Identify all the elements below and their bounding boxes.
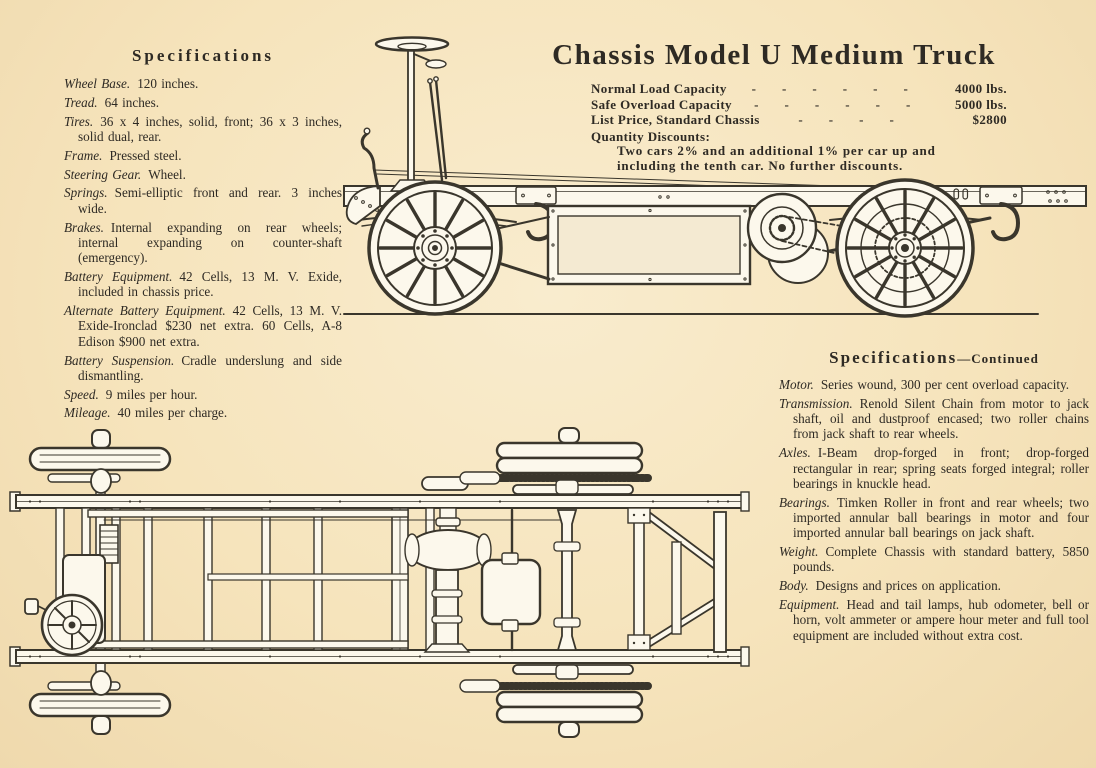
reservoir-tank <box>482 553 540 631</box>
spec-desc: 42 Cells, 13 M. V. Exide, included in chassis price. <box>78 268 342 300</box>
battery-box <box>548 206 750 284</box>
spec-desc: 42 Cells, 13 M. V. Exide-Ironclad $230 net extra. 60 Cells, A-8 Edison $900 net extra. <box>78 303 342 349</box>
price-line <box>591 81 1007 97</box>
price-label: Safe Overload Capacity <box>591 96 732 112</box>
heading-suffix: —Continued <box>957 351 1039 366</box>
specifications-continued-column <box>779 348 1089 647</box>
spec-item <box>64 220 342 266</box>
spec-term: Frame. <box>64 147 103 163</box>
spec-item <box>779 495 1089 541</box>
price-value: 5000 lbs. <box>954 96 1007 112</box>
spec-desc: Series wound, 300 per cent overload capacity. <box>820 377 1070 392</box>
spec-term: Brakes. <box>64 219 104 235</box>
page-title: Chassis Model U Medium Truck <box>552 39 996 71</box>
spec-item <box>64 76 342 91</box>
top-view-chassis-drawing <box>8 422 763 752</box>
spec-term: Weight. <box>779 544 819 560</box>
spec-item <box>64 185 342 216</box>
spec-desc: 120 inches. <box>137 76 199 91</box>
specifications-column <box>64 46 342 424</box>
spec-desc: Timken Roller in front and rear wheels; two imported annular ball bearings in motor and four imported annular ball bearings on jack shaft. <box>793 494 1089 541</box>
spec-item <box>64 167 342 182</box>
spec-desc: Semi-elliptic front and rear. 3 inches wide. <box>78 185 342 216</box>
spec-term: Equipment. <box>779 597 840 613</box>
rear-dual-wheel-plan-top <box>497 428 642 473</box>
spec-term: Mileage. <box>64 405 111 421</box>
price-value: 4000 lbs. <box>954 81 1007 97</box>
spec-item <box>779 445 1089 491</box>
price-dashes: - - - - - - <box>754 96 911 112</box>
rear-spring-hanger <box>980 187 1022 239</box>
price-value: $2800 <box>972 112 1007 128</box>
spec-term: Speed. <box>64 386 99 402</box>
spec-item <box>64 387 342 402</box>
specifications-heading: Specifications <box>131 46 275 65</box>
spec-desc: Complete Chassis with standard battery, 5850 pounds. <box>793 544 1089 575</box>
spec-term: Bearings. <box>779 494 830 510</box>
spec-desc: 9 miles per hour. <box>105 386 198 402</box>
spec-item <box>64 303 342 349</box>
spec-item <box>779 544 1089 575</box>
spec-item <box>779 396 1089 442</box>
specifications-continued-list <box>779 377 1089 643</box>
price-lines <box>591 81 1007 128</box>
discount-line: including the tenth car. No further discounts. <box>617 157 903 173</box>
spec-term: Transmission. <box>779 395 853 411</box>
discounts-label: Quantity Discounts: <box>591 128 711 144</box>
spec-term: Steering Gear. <box>64 166 142 182</box>
specifications-list <box>64 76 342 421</box>
front-wheel-plan-top <box>30 430 170 493</box>
spec-term: Alternate Battery Equipment. <box>64 303 226 319</box>
heading-main: Specifications <box>829 348 958 367</box>
steering-column <box>362 50 446 191</box>
spec-desc: 40 miles per charge. <box>117 405 228 421</box>
spec-desc: 36 x 4 inches, solid, front; 36 x 3 inches, solid dual, rear. <box>78 113 342 144</box>
price-dashes: - - - - <box>798 112 895 128</box>
spec-item <box>779 377 1089 392</box>
spec-desc: Wheel. <box>148 166 186 182</box>
price-label: Normal Load Capacity <box>591 81 727 97</box>
spec-desc: Internal expanding on rear wheels; internal expanding on counter-shaft (emergency). <box>78 219 342 266</box>
title-block <box>535 40 1013 173</box>
spec-item <box>64 353 342 384</box>
spec-term: Wheel Base. <box>64 76 131 91</box>
spec-item <box>779 597 1089 643</box>
specifications-continued-heading <box>779 348 1089 368</box>
spec-desc: Designs and prices on application. <box>815 578 1001 594</box>
spec-term: Battery Equipment. <box>64 268 173 284</box>
rear-dual-wheel-plan-bottom <box>497 692 642 737</box>
spec-term: Body. <box>779 578 809 594</box>
spec-term: Axles. <box>779 445 811 461</box>
price-line <box>591 112 1007 128</box>
spec-desc: Renold Silent Chain from motor to jack shaft, oil and dustproof encased; two roller chains from jack shaft to rear wheels. <box>793 395 1089 442</box>
price-dashes: - - - - - - <box>751 81 909 97</box>
front-wheel-plan-bottom <box>30 671 170 734</box>
price-line <box>591 97 1007 113</box>
subframe-truss <box>88 510 408 648</box>
spec-desc: Head and tail lamps, hub odometer, bell or horn, volt ammeter or ampere hour meter and full tool equipment are included without extra cost. <box>793 597 1089 643</box>
steering-wheel-side <box>376 38 448 51</box>
spec-item <box>64 95 342 110</box>
rear-wheel <box>837 180 973 316</box>
spec-term: Tires. <box>64 113 94 129</box>
spec-desc: 64 inches. <box>104 94 160 110</box>
steering-wheel-plan <box>25 595 102 655</box>
front-wheel <box>369 182 501 314</box>
spec-term: Springs. <box>64 185 108 201</box>
quantity-discounts <box>591 130 1013 174</box>
spec-desc: I-Beam drop-forged in front; drop-forged rectangular in rear; spring seats forged integral; roller bearings in knuckle head. <box>793 445 1089 491</box>
price-label: List Price, Standard Chassis <box>591 112 760 128</box>
spec-item <box>64 269 342 300</box>
spec-item <box>779 578 1089 593</box>
discount-line: Two cars 2% and an additional 1% per car up and <box>617 143 936 159</box>
spec-term: Tread. <box>64 94 98 110</box>
spec-desc: Pressed steel. <box>109 147 182 163</box>
spec-item <box>64 114 342 145</box>
spec-item <box>64 148 342 163</box>
spec-term: Motor. <box>779 377 814 392</box>
spec-desc: Cradle underslung and side dismantling. <box>78 352 342 383</box>
spec-item <box>64 405 342 420</box>
spec-term: Battery Suspension. <box>64 352 175 368</box>
rear-taper-truss <box>628 492 749 666</box>
